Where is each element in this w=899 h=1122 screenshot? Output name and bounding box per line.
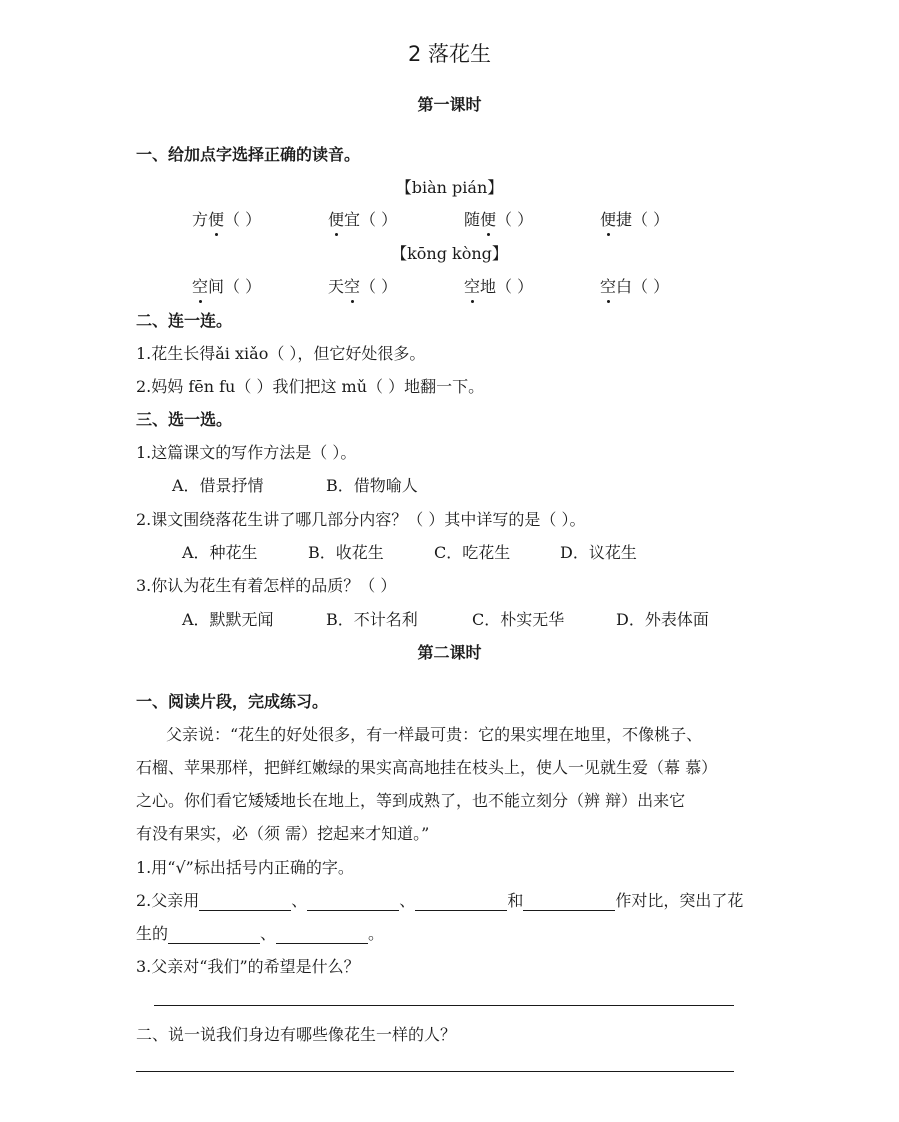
page-title: 2 落花生 [407, 42, 492, 66]
answer-blank[interactable] [307, 892, 399, 911]
passage-line: 石榴、苹果那样，把鲜红嫩绿的果实高高地挂在枝头上，使人一见就生爱（幕 慕） [136, 758, 718, 777]
dotted-character: 空 [344, 274, 360, 297]
section-heading-reading: 一、阅读片段，完成练习。 [136, 692, 329, 711]
answer-blank[interactable] [199, 892, 291, 911]
answer-blank[interactable] [168, 925, 260, 944]
option-b: B．借物喻人 [326, 476, 418, 495]
fill-blank-line: 2.父亲用 、 、 和 作对比，突出了花 [136, 891, 744, 910]
option-d: D．外表体面 [616, 610, 709, 629]
word-item: 空白（ ） [600, 274, 669, 297]
dotted-character: 便 [208, 207, 224, 230]
option-b: B．不计名利 [326, 610, 418, 629]
lesson-heading-2: 第二课时 [417, 643, 482, 662]
section-heading-choice: 三、选一选。 [136, 410, 233, 429]
word-item: 空间（ ） [192, 274, 261, 297]
question-line: 1.用“√”标出括号内正确的字。 [136, 858, 354, 877]
answer-line[interactable] [154, 1005, 734, 1006]
pinyin-options-bian-pian: 【biàn pián】 [395, 178, 504, 197]
dotted-character: 空 [192, 274, 208, 297]
answer-line[interactable] [136, 1071, 734, 1072]
option-d: D．议花生 [560, 543, 637, 562]
dotted-character: 空 [464, 274, 480, 297]
word-item: 天空（ ） [328, 274, 397, 297]
lesson-heading-1: 第一课时 [417, 95, 482, 114]
section-heading-discussion: 二、说一说我们身边有哪些像花生一样的人？ [136, 1025, 457, 1044]
word-item: 空地（ ） [464, 274, 533, 297]
dotted-character: 便 [328, 207, 344, 230]
answer-blank[interactable] [523, 892, 615, 911]
fill-blank-line: 生的 、 。 [136, 924, 385, 943]
section-heading-matching: 二、连一连。 [136, 311, 233, 330]
passage-line: 有没有果实，必（须 需）挖起来才知道。” [136, 824, 430, 843]
option-a: A．默默无闻 [182, 610, 274, 629]
question-line: 1.花生长得ǎi xiǎo（ ），但它好处很多。 [136, 344, 426, 363]
option-c: C．吃花生 [434, 543, 511, 562]
word-item: 便宜（ ） [328, 207, 397, 230]
option-b: B．收花生 [308, 543, 384, 562]
option-a: A．种花生 [182, 543, 258, 562]
answer-blank[interactable] [276, 925, 368, 944]
word-item: 便捷（ ） [600, 207, 669, 230]
question-line: 3.你认为花生有着怎样的品质？（ ） [136, 576, 397, 595]
answer-blank[interactable] [415, 892, 507, 911]
word-item: 随便（ ） [464, 207, 533, 230]
passage-line: 之心。你们看它矮矮地长在地上，等到成熟了，也不能立刻分（辨 辩）出来它 [136, 791, 686, 810]
passage-line: 父亲说：“花生的好处很多，有一样最可贵：它的果实埋在地里，不像桃子、 [166, 725, 703, 744]
dotted-character: 空 [600, 274, 616, 297]
option-c: C．朴实无华 [472, 610, 565, 629]
dotted-character: 便 [480, 207, 496, 230]
question-line: 2.课文围绕落花生讲了哪几部分内容？（ ）其中详写的是（ ）。 [136, 510, 586, 529]
pinyin-options-kong-kong: 【kōng kòng】 [391, 244, 508, 263]
question-line: 2.妈妈 fēn fu（ ）我们把这 mǔ（ ）地翻一下。 [136, 377, 485, 396]
section-heading-pronunciation: 一、给加点字选择正确的读音。 [136, 145, 361, 164]
dotted-character: 便 [600, 207, 616, 230]
question-line: 1.这篇课文的写作方法是（ ）。 [136, 443, 357, 462]
option-a: A．借景抒情 [172, 476, 264, 495]
word-item: 方便（ ） [192, 207, 261, 230]
question-line: 3.父亲对“我们”的希望是什么？ [136, 957, 360, 976]
